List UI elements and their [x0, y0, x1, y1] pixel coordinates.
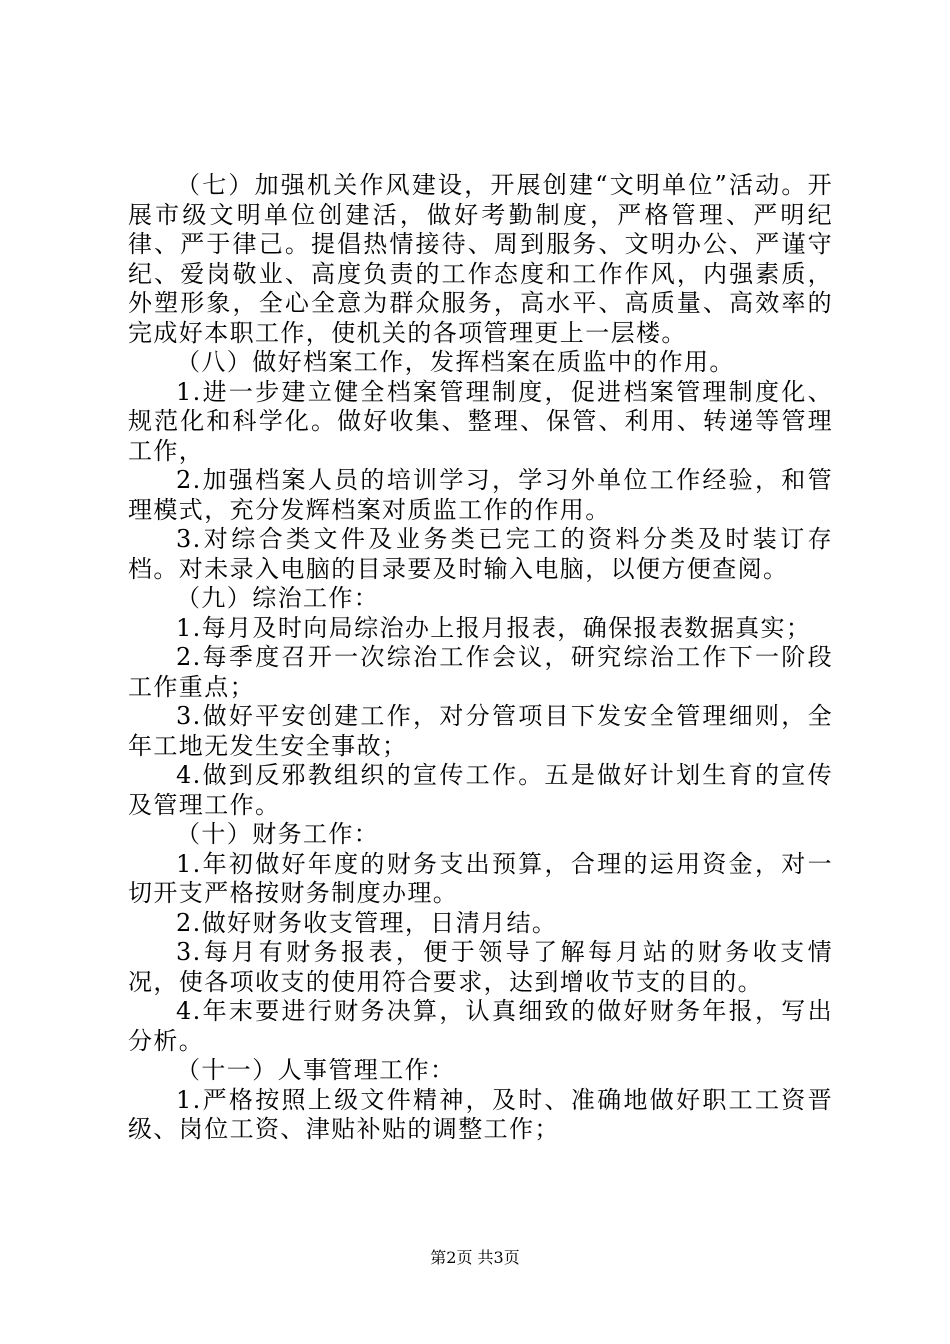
paragraph: 1.每月及时向局综治办上报月报表，确保报表数据真实； [176, 613, 812, 642]
page-footer: 第2页 共3页 [430, 1248, 520, 1267]
paragraph: （十一）人事管理工作： [176, 1056, 456, 1084]
paragraph: 4.年末要进行财务决算，认真细致的做好财务年报，写出分析。 [128, 997, 833, 1055]
paragraph: 3.对综合类文件及业务类已完工的资料分类及时装订存档。对未录入电脑的目录要及时输入电脑，以便方便查阅。 [128, 525, 833, 583]
paragraph: 1.严格按照上级文件精神，及时、准确地做好职工工资晋级、岗位工资、津贴补贴的调整工作； [128, 1085, 833, 1143]
paragraph: （七）加强机关作风建设，开展创建“文明单位”活动。开展市级文明单位创建活，做好考勤制度，严格管理、严明纪律、严于律己。提倡热情接待、周到服务、文明办公、严谨守纪、爱岗敬业、高度负责的工作态度和工作作风，内强素质，外塑形象，全心全意为群众服务，高水平、高质量、高效率的完成好本职工作，使机关的各项管理更上一层楼。 [128, 171, 833, 347]
paragraph: 3.每月有财务报表，便于领导了解每月站的财务收支情况，使各项收支的使用符合要求，达到增收节支的目的。 [128, 938, 833, 996]
document-body [128, 171, 833, 1145]
paragraph: （十）财务工作： [176, 820, 380, 848]
paragraph: （九）综治工作： [176, 584, 380, 612]
paragraph: 4.做到反邪教组织的宣传工作。五是做好计划生育的宣传及管理工作。 [128, 761, 833, 819]
paragraph: 1.进一步建立健全档案管理制度，促进档案管理制度化、规范化和科学化。做好收集、整理、保管、利用、转递等管理工作， [128, 377, 833, 465]
paragraph: 2.加强档案人员的培训学习，学习外单位工作经验，和管理模式，充分发辉档案对质监工作的作用。 [128, 466, 833, 524]
paragraph: 2.做好财务收支管理，日清月结。 [176, 908, 558, 937]
paragraph: 2.每季度召开一次综治工作会议，研究综治工作下一阶段工作重点； [128, 643, 833, 701]
paragraph: 1.年初做好年度的财务支出预算，合理的运用资金，对一切开支严格按财务制度办理。 [128, 849, 833, 907]
paragraph: 3.做好平安创建工作，对分管项目下发安全管理细则，全年工地无发生安全事故； [128, 702, 833, 760]
paragraph: （八）做好档案工作，发挥档案在质监中的作用。 [176, 348, 735, 376]
